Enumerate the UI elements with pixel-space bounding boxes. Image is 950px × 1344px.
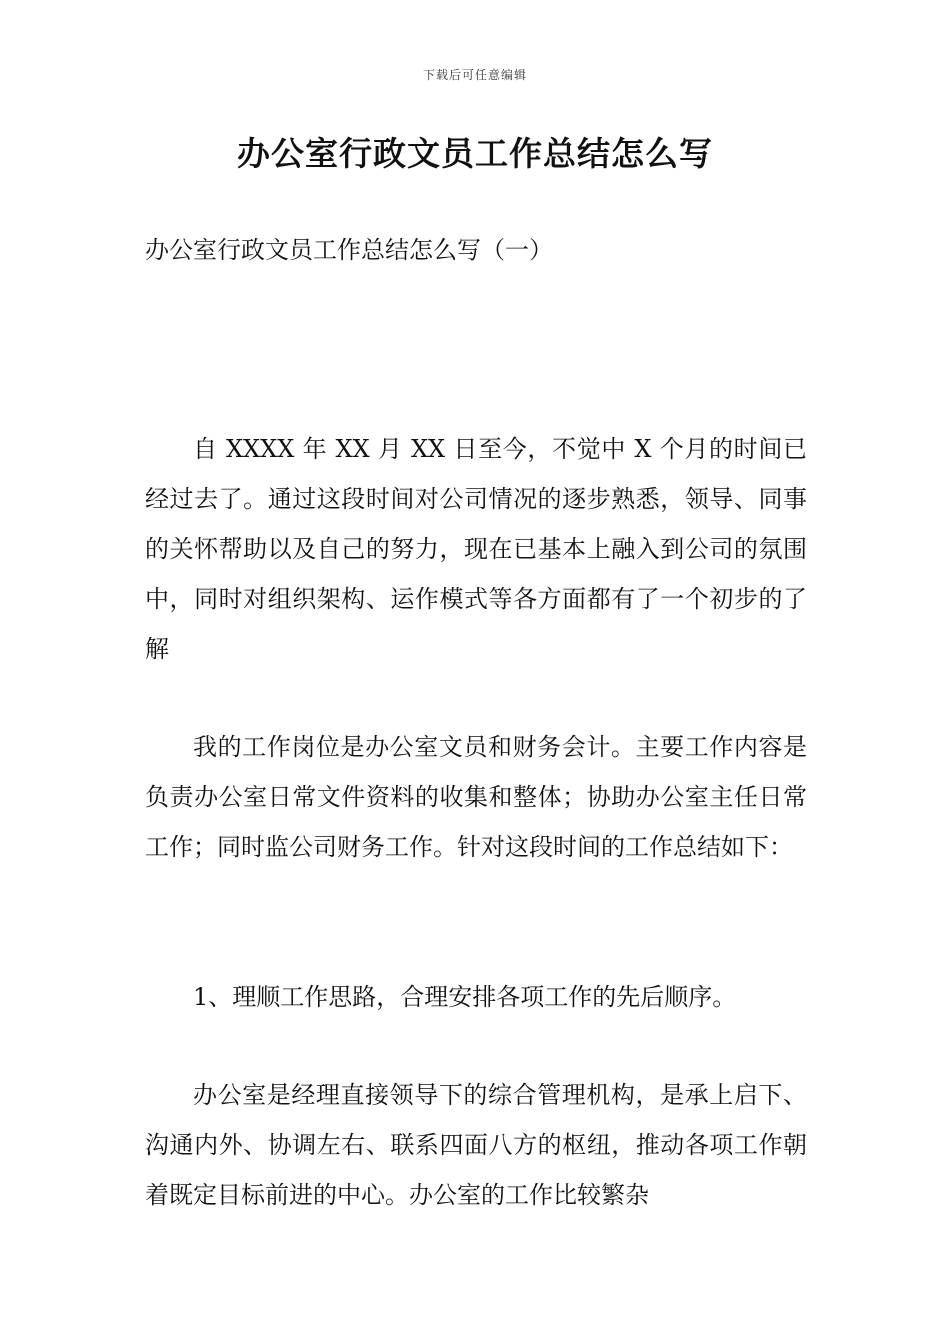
document-title: 办公室行政文员工作总结怎么写 [237, 134, 713, 173]
paragraph-intro [145, 424, 807, 674]
header-note: 下载后可任意编辑 [422, 68, 527, 82]
paragraph-text: 办公室是经理直接领导下的综合管理机构，是承上启下、沟通内外、协调左右、联系四面八方的枢纽，推动各项工作朝着既定目标前进的中心。办公室的工作比较繁杂 [145, 1081, 807, 1209]
section-heading: 办公室行政文员工作总结怎么写（一） [145, 236, 553, 264]
paragraph-point-1 [145, 972, 807, 1022]
paragraph-text: 我的工作岗位是办公室文员和财务会计。主要工作内容是负责办公室日常文件资料的收集和整体；协助办公室主任日常工作；同时监公司财务工作。针对这段时间的工作总结如下： [145, 733, 807, 861]
paragraph-text: 自 XXXX 年 XX 月 XX 日至今，不觉中 X 个月的时间已经过去了。通过这段时间对公司情况的逐步熟悉，领导、同事的关怀帮助以及自己的努力，现在已基本上融入到公司的氛围中，同时对组织架构、运作模式等各方面都有了一个初步的了解 [145, 435, 807, 663]
paragraph-text: 1、理顺工作思路，合理安排各项工作的先后顺序。 [193, 983, 737, 1011]
paragraph-job-description [145, 722, 807, 872]
paragraph-office-role [145, 1070, 807, 1220]
